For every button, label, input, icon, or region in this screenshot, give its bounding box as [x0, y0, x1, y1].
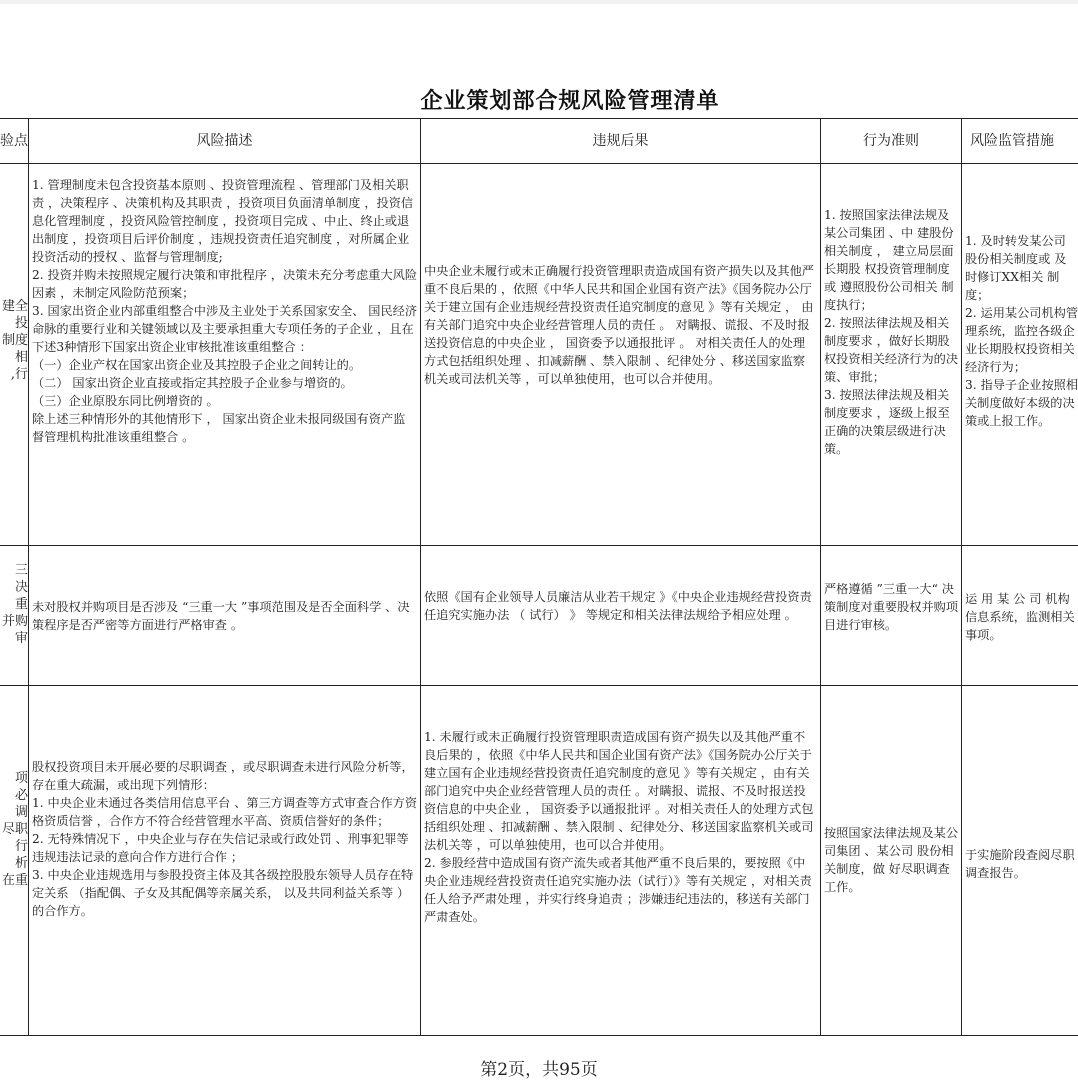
row2-checkpoint: 三 决 重 并购 审 — [1, 563, 28, 646]
row3-consequence: 1. 未履行或未正确履行投资管理职责造成国有资产损失以及其他严重不良后果的 ，依照《中华人民共和国企业国有资产法》《国务院办公厅关于建立国有企业违规经营投资责任追究制度的意见 》等有关规定 ，由有关部门追究中央企业经营管理人员的责任 。对瞒报、谎报、不及时报送投资信息的中央企业 ， 国资委予以通报批评 。对相关责任人的处理方式包括组织处理 、扣减薪酬 、禁入限制 、纪律处分、移送国家监察机关或司法机关等 ，可以单独使用，也可以合并使用。 2. 参股经营中造成国有资产流失或者其他严重不良后果的，要按照《中央企业违规经营投资责任追究实施办法（试行）》等有关规定 ，对相关责任人给予严肃处理 ，并实行终身追责 ；涉嫌违纪违法的，移送有关部门严肃查处。 — [424, 730, 814, 924]
row2-supervision-measure: 运 用 某 公 司 机构信息系统，监测相关事项。 — [965, 592, 1075, 642]
row2-consequence: 依照《国有企业领导人员廉洁从业若干规定 》《中央企业违规经营投资责任追究实施办法 （ 试行） 》 等规定和相关法律法规给予相应处理 。 — [424, 590, 812, 622]
row1-conduct-rule: 1. 按照国家法律法规及某公司集团 、中 建股份相关制度 ， 建立局层面长期股 权投资管理制度或 遵照股份公司相关 制度执行； 2. 按照法律法规及相关制度要求 ，做好长期股权投资相关经济行为的决策、审批； 3. 按照法律法规及相关制度要求 ，逐级上报至正确的决策层级进行决策。 — [824, 208, 959, 456]
page-number: 第2页，共95页 — [480, 1060, 598, 1080]
page-top-edge — [0, 0, 1078, 4]
row3-conduct-rule: 按照国家法律法规及某公司集团 、某公司 股份相关制度，做 好尽职调查工作。 — [824, 826, 959, 894]
header-supervision-measure: 风险监管措施 — [970, 133, 1054, 149]
row3-checkpoint: 项 必 调 尽职 行 析 在重 — [1, 771, 28, 888]
row3-risk-description: 股权投资项目未开展必要的尽职调查 ，或尽职调查未进行风险分析等，存在重大疏漏，或出现下列情形： 1. 中央企业未通过各类信用信息平台 、第三方调查等方式审查合作方资格资质信誉 ，合作方不符合经营管理水平高、资质信誉好的条件； 2. 无特殊情况下 ，中央企业与存在失信记录或行政处罚 、刑事犯罪等违规违法记录的意向合作方进行合作 ； 3. 中央企业违规选用与参股投资主体及其各级控股股东领导人员存在特定关系 （指配偶、子女及其配偶等亲属关系， 以及共同利益关系等 ）的合作方。 — [32, 760, 417, 918]
table-rule — [0, 685, 1078, 686]
row3-supervision-measure: 于实施阶段查阅尽职调查报告。 — [965, 848, 1075, 880]
table-rule — [0, 163, 1078, 164]
header-checkpoint: 验点 — [0, 133, 28, 149]
table-rule — [28, 118, 29, 1036]
row1-checkpoint: 建全 投 制度 相 ,行 — [1, 299, 28, 382]
row1-supervision-measure: 1. 及时转发某公司 股份相关制度或 及时修订XX相关 制度； 2. 运用某公司机构管理系统，监控各级企业长期股权投资相关经济行为； 3. 指导子企业按照相关制度做好本级的决策或上报工作。 — [965, 234, 1078, 428]
row2-risk-description: 未对股权并购项目是否涉及 “三重一大 ”事项范围及是否全面科学 、决策程序是否严密等方面进行严格审查 。 — [32, 600, 410, 632]
header-conduct-rule: 行为准则 — [863, 133, 919, 149]
table-rule — [820, 118, 821, 1036]
table-rule — [961, 118, 962, 1036]
table-rule — [0, 118, 1078, 119]
table-rule — [0, 1035, 1078, 1036]
row1-consequence: 中央企业未履行或未正确履行投资管理职责造成国有资产损失以及其他严重不良后果的 ，依照《中华人民共和国企业国有资产法》《国务院办公厅关于建立国有企业违规经营投资责任追究制度的意见 》等有关规定 ， 由有关部门追究中央企业经营管理人员的责任 。 对瞒报、谎报、不及时报送投资信息的中央企业 ， 国资委予以通报批评 。 对相关责任人的处理方式包括组织处理 、扣减薪酬 、禁入限制 、纪律处分 、移送国家监察机关或司法机关等 ，可以单独使用，也可以合并使用。 — [424, 264, 814, 386]
header-consequence: 违规后果 — [592, 133, 649, 149]
page-title: 企业策划部合规风险管理清单 — [420, 88, 720, 114]
header-risk-description: 风险描述 — [196, 133, 253, 149]
table-rule — [0, 545, 1078, 546]
risk-table — [0, 118, 1078, 1036]
table-rule — [420, 118, 421, 1036]
row2-conduct-rule: 严格遵循 ”三重一大“ 决策制度对重要股权并购项目进行审核。 — [824, 582, 959, 632]
row1-risk-description: 1. 管理制度未包含投资基本原则 、投资管理流程 、管理部门及相关职责 ，决策程序 、决策机构及其职责 ，投资项目负面清单制度 ，投资信息化管理制度 ，投资风险管控制度 ，投资项目完成 、中止、终止或退出制度 ，投资项目后评价制度 ，违规投资责任追究制度 ，对所属企业投资活动的授权 、监督与管理制度; 2. 投资并购未按照规定履行决策和审批程序 ，决策未充分考虑重大风险因素 ，未制定风险防范预案； 3. 国家出资企业内部重组整合中涉及主业处于关系国家安全、 国民经济命脉的重要行业和关键领域以及主要承担重大专项任务的子企业 ，且在下述3种情形下国家出资企业审核批准该重组整合 ： （一）企业产权在国家出资企业及其控股子企业之间转让的。 （二） 国家出资企业直接或指定其控股子企业参与增资的。 （三）企业原股东同比例增资的 。 除上述三种情形外的其他情形下 ， 国家出资企业未报同级国有资产监督管理机构批准该重组整合 。 — [32, 178, 417, 444]
